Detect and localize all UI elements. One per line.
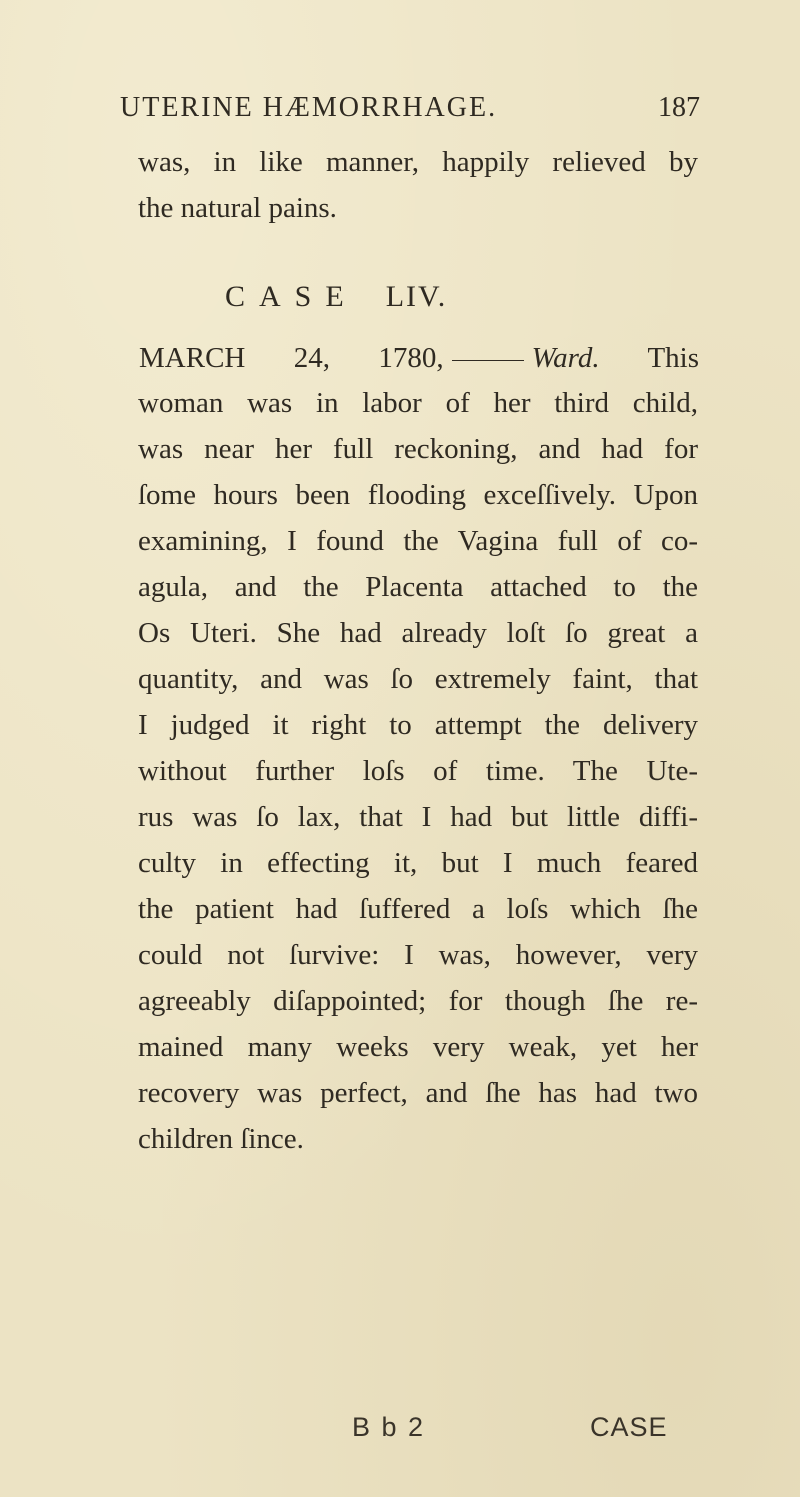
text-line: the natural pains. <box>138 192 337 224</box>
text-line: could not ſurvive: I was, however, very <box>138 939 698 971</box>
text-line: the patient had ſuffered a loſs which ſhe <box>138 893 698 925</box>
case-heading <box>225 280 447 314</box>
catchword: CASE <box>590 1412 668 1442</box>
first-line-rest: This <box>647 342 699 374</box>
running-title: UTERINE HÆMORRHAGE. <box>120 92 498 123</box>
text-line: agula, and the Placenta attached to the <box>138 571 698 603</box>
page-number: 187 <box>658 92 700 123</box>
text-line: agreeably diſappointed; for though ſhe re- <box>138 985 698 1017</box>
em-dash-rule <box>452 360 524 361</box>
signature-mark: B b 2 <box>352 1412 426 1442</box>
text-line: woman was in labor of her third child, <box>138 387 698 419</box>
text-line: Os Uteri. She had already loſt ſo great a <box>138 617 698 649</box>
text-line: examining, I found the Vagina full of co- <box>138 525 698 557</box>
text-line: culty in effecting it, but I much feared <box>138 847 698 879</box>
ward-label: Ward. <box>531 342 600 374</box>
text-line: I judged it right to attempt the delivery <box>138 709 698 741</box>
page-footer <box>0 1412 800 1452</box>
case-date: MARCH 24, 1780, <box>139 342 444 374</box>
text-line: ſome hours been flooding exceſſively. Upon <box>138 479 698 511</box>
text-line: mained many weeks very weak, yet her <box>138 1031 698 1063</box>
text-line: quantity, and was ſo extremely faint, that <box>138 663 698 695</box>
page-header <box>120 92 700 136</box>
case-label: CASE <box>225 280 358 313</box>
text-line: was near her full reckoning, and had for <box>138 433 698 465</box>
text-line: children ſince. <box>138 1123 304 1155</box>
case-number: LIV. <box>385 280 448 313</box>
text-line: was, in like manner, happily relieved by <box>138 146 698 178</box>
text-line: recovery was perfect, and ſhe has had two <box>138 1077 698 1109</box>
text-line: rus was ſo lax, that I had but little diffi- <box>138 801 698 833</box>
case-first-line <box>139 338 699 378</box>
text-line: without further loſs of time. The Ute- <box>138 755 698 787</box>
